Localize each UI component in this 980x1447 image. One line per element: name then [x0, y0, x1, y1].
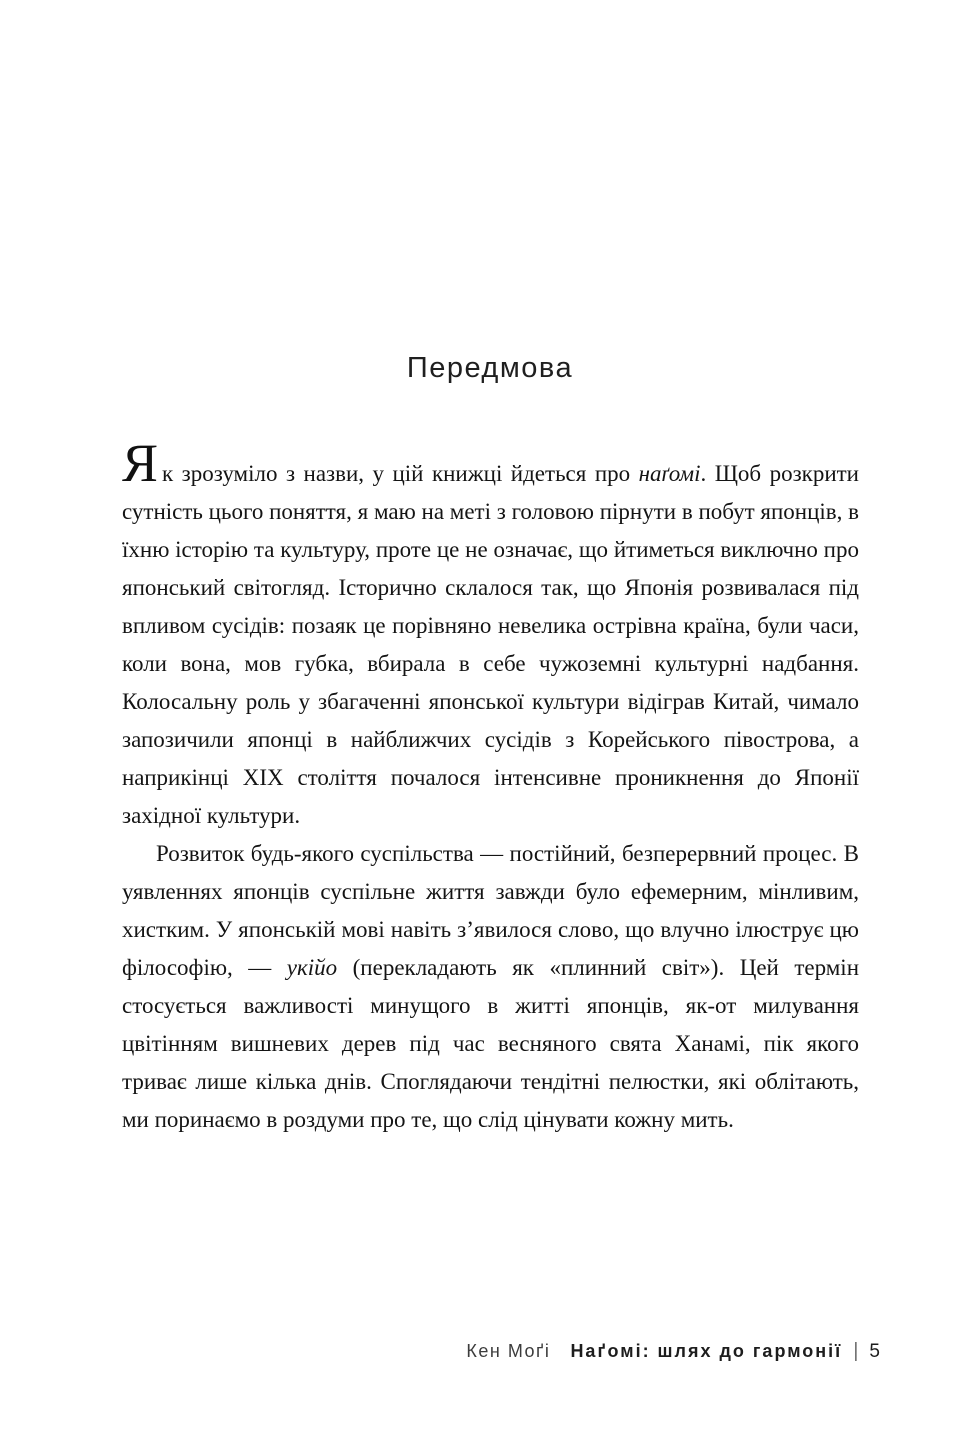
- paragraph-2-text-cont: (перекладають як «плинний світ»). Цей термін стосується важливості минущого в житті японців, як-от милування цвітінням вишневих дерев під час весняного свята Ханамі, пік якого триває лише кілька днів. Споглядаючи тендітні пелюстки, які облітають, ми поринаємо в роздуми про те, що слід цінувати кожну мить.: [122, 955, 859, 1132]
- paragraph-1-text: к зрозуміло з назви, у цій книжці йдеться про: [162, 461, 639, 486]
- footer-separator: |: [853, 1340, 859, 1362]
- term-ukiyo: укійо: [286, 955, 338, 980]
- paragraph-2: [122, 835, 859, 1139]
- chapter-title: Передмова: [406, 352, 574, 384]
- footer-book-title: Наґомі: шлях до гармонії: [570, 1341, 843, 1361]
- drop-cap: Я: [122, 433, 159, 493]
- paragraph-1-text-cont: . Щоб розкрити сутність цього поняття, я маю на меті з головою пірнути в побут японців, в їхню історію та культуру, проте це не означає, що йтиметься виключно про японський світогляд. Історично склалося так, що Японія розвивалася під впливом сусідів: позаяк це порівняно невелика острівна країна, були часи, коли вона, мов губка, вбирала в себе чужоземні культурні надбання. Колосальну роль у збагаченні японської культури відіграв Китай, чимало запозичили японці в найближчих сусідів з Корейського півострова, а наприкінці XIX століття почалося інтенсивне проникнення до Японії західної культури.: [122, 461, 860, 828]
- footer-author: Кен Моґі: [466, 1341, 551, 1361]
- body-text: [122, 433, 860, 1139]
- footer-page-number: 5: [869, 1341, 880, 1362]
- paragraph-2-text: Розвиток будь-якого суспільства — постійний, безперервний процес. В уявленнях японців суспільне життя завжди було ефемерним, мінливим, хистким. У японській мові навіть з’явилося слово, що влучно ілюструє цю філософію, —: [122, 841, 859, 980]
- paragraph-1: [122, 433, 860, 835]
- running-footer: [100, 1340, 880, 1363]
- term-nagomi: наґомі: [638, 461, 701, 486]
